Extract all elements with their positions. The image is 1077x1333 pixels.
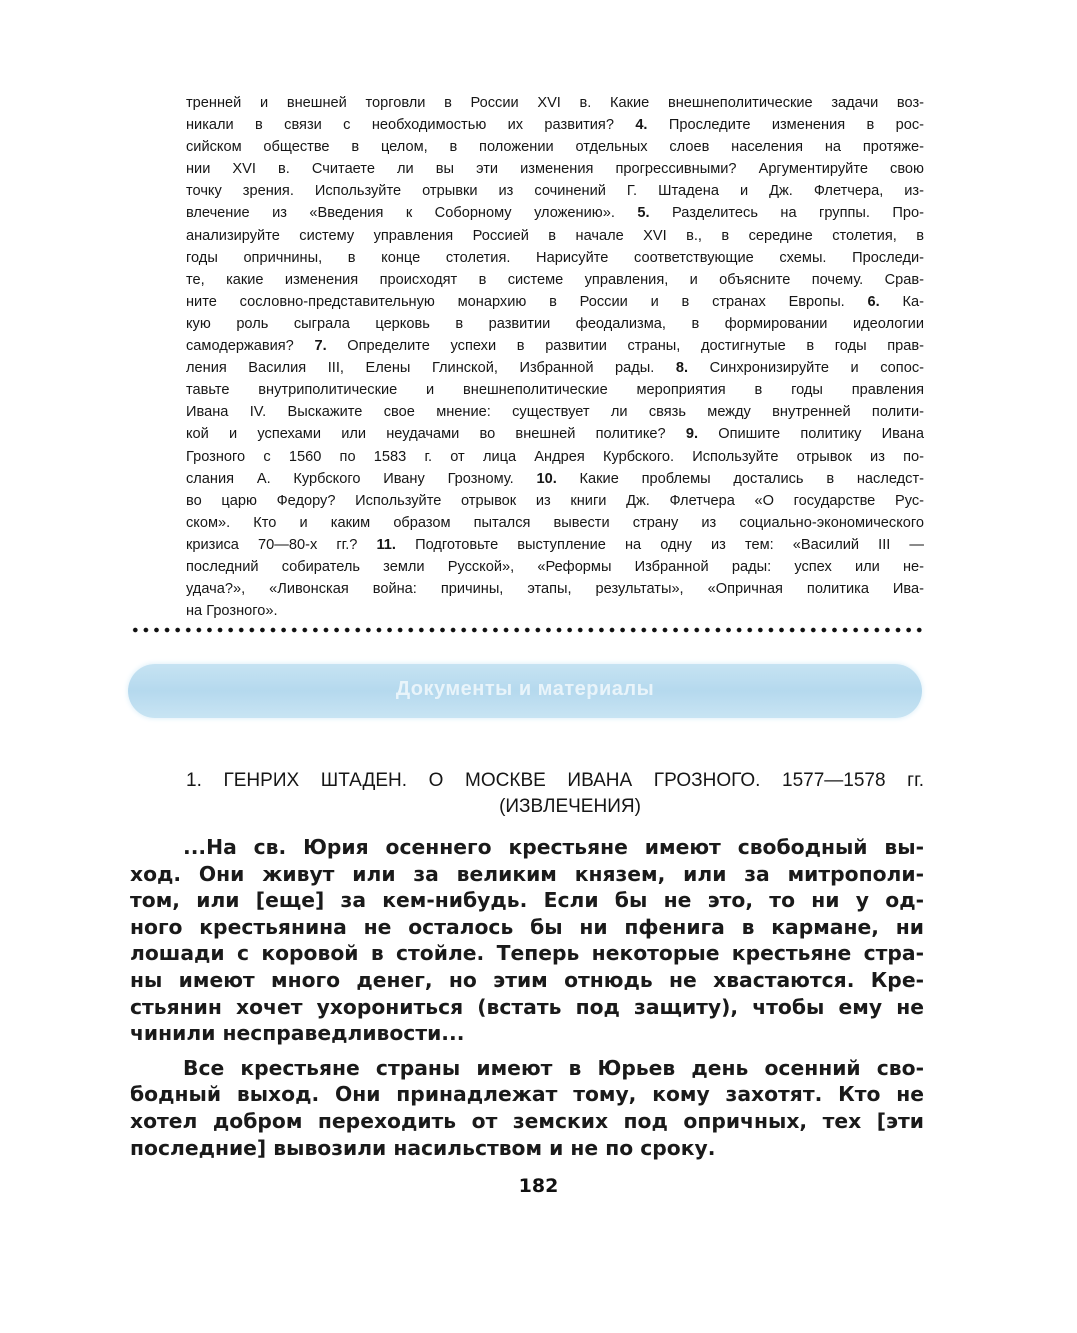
question-line: годы опричнины, в конце столетия. Нарисуйте соответствующие схемы. Проследи- (186, 249, 924, 266)
document-heading (186, 768, 924, 820)
question-line: кризиса 70—80-х гг.? 11. Подготовьте выступление на одну из тем: «Василий III — (186, 536, 924, 553)
section-banner-title: Документы и материалы (395, 678, 655, 700)
question-line: Ивана IV. Выскажите свое мнение: существует ли связь между внутренней полити- (186, 404, 924, 421)
document-line: стьянин хочет ухорониться (встать под защиту), чтобы ему не (130, 994, 924, 1019)
document-line: ны имеют много денег, но этим отнюдь не хвастаются. Кре- (130, 967, 924, 992)
question-line: самодержавия? 7. Определите успехи в развитии страны, достигнутые в годы прав- (186, 338, 924, 355)
question-line: ните сословно-представительную монархию в России и в странах Европы. 6. Ка- (186, 293, 924, 310)
document-line: ход. Они живут или за великим князем, или за митрополи- (130, 861, 924, 886)
question-line: удача?», «Ливонская война: причины, этапы, результаты», «Опричная политика Ива- (186, 581, 924, 598)
question-line: никали в связи с необходимостью их развития? 4. Проследите изменения в рос- (186, 117, 924, 134)
question-line: тавьте внутриполитические и внешнеполитические мероприятия в годы правления (186, 382, 924, 399)
document-line: последние] вывозили насильством и не по сроку. (130, 1135, 716, 1160)
dotted-separator (130, 626, 924, 634)
question-line: на Грозного». (186, 603, 278, 620)
document-line: ного крестьянина не осталось бы ни пфенига в кармане, ни (130, 914, 924, 939)
document-line: бодный выход. Они принадлежат тому, кому захотят. Кто не (130, 1082, 924, 1107)
document-line: Все крестьяне страны имеют в Юрьев день осенний сво- (183, 1055, 924, 1080)
question-line: анализируйте систему управления Россией в начале XVI в., в середине столетия, в (186, 227, 924, 244)
question-line: ления Василия III, Елены Глинской, Избранной рады. 8. Синхронизируйте и сопос- (186, 360, 924, 377)
question-line: сийском обществе в целом, в положении отдельных слоев населения на протяже- (186, 139, 924, 156)
question-line: те, какие изменения происходят в системе управления, и объясните почему. Срав- (186, 271, 924, 288)
document-heading-line1: 1. ГЕНРИХ ШТАДЕН. О МОСКВЕ ИВАНА ГРОЗНОГО. 1577—1578 гг. (186, 770, 924, 791)
document-paragraph-1 (130, 834, 924, 1047)
document-heading-line2: (ИЗВЛЕЧЕНИЯ) (499, 796, 641, 817)
page-number: 182 (518, 1175, 559, 1197)
document-line: хотел добром переходить от земских под опричных, тех [эти (130, 1108, 924, 1133)
question-line: во царю Федору? Используйте отрывок из книги Дж. Флетчера «О государстве Рус- (186, 492, 924, 509)
question-line: слания А. Курбского Ивану Грозному. 10. Какие проблемы достались в наследст- (186, 470, 924, 487)
question-line: кой и успехами или неудачами во внешней политике? 9. Опишите политику Ивана (186, 426, 924, 443)
document-line: лошади с коровой в стойле. Теперь некоторые крестьяне стра- (130, 941, 924, 966)
question-line: тренней и внешней торговли в России XVI в. Какие внешнеполитические задачи воз- (186, 95, 924, 111)
document-body (130, 834, 924, 1161)
question-line: точку зрения. Используйте отрывки из сочинений Г. Штадена и Дж. Флетчера, из- (186, 183, 924, 200)
questions-block (186, 92, 924, 622)
section-banner (128, 664, 922, 718)
question-line: Грозного с 1560 по 1583 г. от лица Андрея Курбского. Используйте отрывок из по- (186, 448, 924, 465)
question-line: кую роль сыграла церковь в развитии феодализма, в формировании идеологии (186, 315, 924, 332)
document-line: ...На св. Юрия осеннего крестьяне имеют свободный вы- (183, 835, 924, 859)
question-line: нии XVI в. Считаете ли вы эти изменения прогрессивными? Аргументируйте свою (186, 161, 924, 178)
question-line: влечение из «Введения к Соборному уложению». 5. Разделитесь на группы. Про- (186, 205, 924, 222)
document-paragraph-2 (130, 1055, 924, 1161)
document-line: чинили несправедливости... (130, 1021, 465, 1046)
question-line: последний собиратель земли Русской», «Реформы Избранной рады: успех или не- (186, 558, 924, 575)
question-line: ском». Кто и каким образом пытался вывести страну из социально-экономического (186, 514, 924, 531)
document-line: том, или [еще] за кем-нибудь. Если бы не это, то ни у од- (130, 888, 924, 913)
